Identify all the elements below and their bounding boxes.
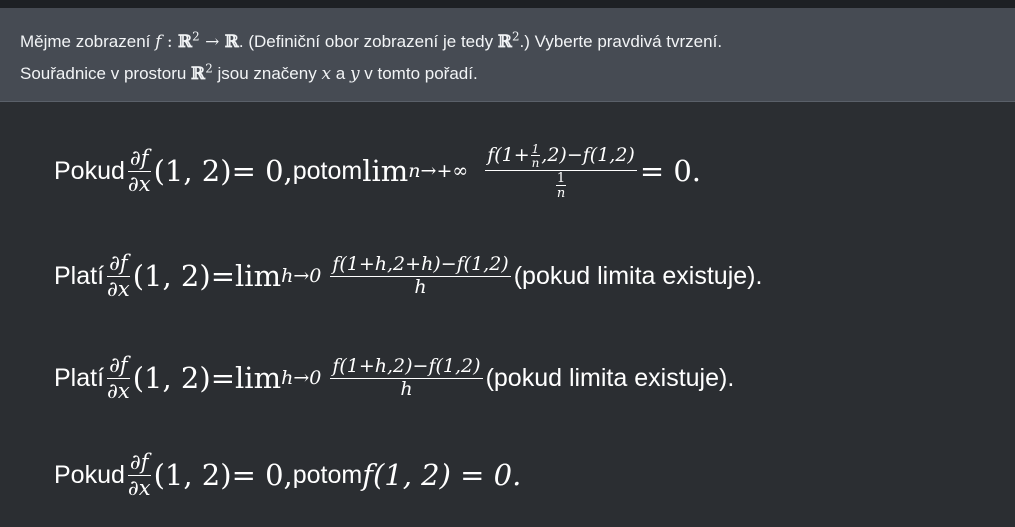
- question-prompt: [0, 8, 1015, 102]
- partial-derivative: $\frac{\partial f}{\partial x}$: [127, 146, 151, 196]
- option-2[interactable]: Platí $\frac{\partial f}{\partial x}$ (1, 2) = lim h→0 $\frac{f(1+h,2+h)-f(1,2)}{h}$ (pokud limita existuje).: [54, 251, 763, 301]
- partial-derivative: $\frac{\partial f}{\partial x}$: [127, 450, 151, 500]
- option-3[interactable]: Platí $\frac{\partial f}{\partial x}$ (1, 2) = lim h→0 $\frac{f(1+h,2)-f(1,2)}{h}$ (pokud limita existuje).: [54, 353, 735, 403]
- top-bar: [0, 0, 1015, 8]
- answer-options: [0, 103, 1015, 527]
- difference-quotient: $\frac{f(1+h,2)-f(1,2)}{h}$: [332, 354, 481, 400]
- difference-quotient: $\frac{f(1+h,2+h)-f(1,2)}{h}$: [332, 252, 509, 298]
- partial-derivative: $\frac{\partial f}{\partial x}$: [107, 251, 130, 301]
- difference-quotient: f(1+ $\frac{1}{n}$ ,2)−f(1,2) $\frac{1}{n}$: [487, 141, 635, 201]
- prompt-line-1: Mějme zobrazení f : ℝ$^2$ → ℝ. (Definiční obor zobrazení je tedy ℝ$^2$.) Vyberte pravdivá tvrzení.: [20, 29, 723, 52]
- partial-derivative: $\frac{\partial f}{\partial x}$: [107, 353, 130, 403]
- option-4[interactable]: Pokud $\frac{\partial f}{\partial x}$ (1, 2) = 0, potom f(1, 2) = 0.: [54, 450, 522, 500]
- option-1[interactable]: Pokud $\frac{\partial f}{\partial x}$ (1, 2) = 0, potom lim n→+∞ f(1+ $\frac{1}{n}$ ,2)−f(1,2) $\frac{1}{n}$ = 0.: [54, 141, 702, 201]
- prompt-line-2: Souřadnice v prostoru ℝ$^2$ jsou značeny x a y v tomto pořadí.: [20, 61, 478, 84]
